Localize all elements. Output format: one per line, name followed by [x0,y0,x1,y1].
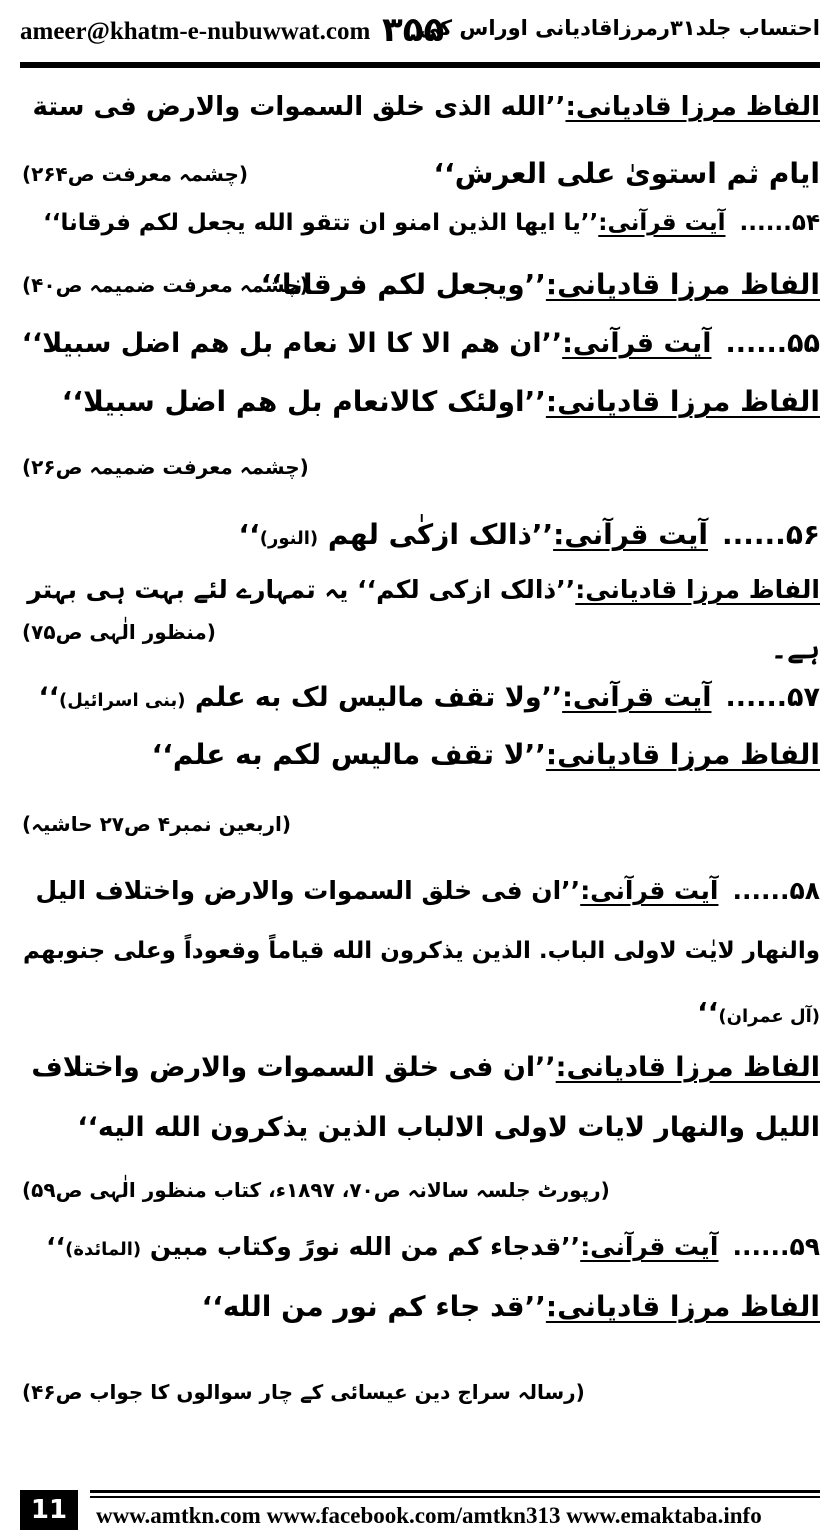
quran-verse-text: ’’ان فی خلق السموات والارض واختلاف الیل [35,876,581,905]
quran-verse-text: ’’ذالک ازکٰی لهم [327,518,554,551]
footer-urls: www.amtkn.com www.facebook.com/amtkn313 www.emaktaba.info [96,1503,762,1528]
mirza-quote-text: ’’لا تقف مالیس لکم به علم‘‘ [151,738,546,771]
line-mirza-55 [62,385,820,418]
mirza-label: الفاظ مرزا قادیانی: [545,385,820,418]
item-number: ۵۹...... [732,1232,820,1261]
line-quran-59 [46,1232,820,1261]
mirza-label: الفاظ مرزا قادیانی: [545,268,820,301]
line-quran-58 [36,876,820,905]
header-email: ameer@khatm-e-nubuwwat.com [20,18,371,45]
quran-verse-text: ’’قدجاء کم من الله نورً وکتاب مبین [149,1232,581,1261]
page-number: ۳۵۵ [382,10,445,50]
line-continuation-5 [77,1112,820,1143]
item-number: ۵۸...... [732,876,820,905]
mirza-label: الفاظ مرزا قادیانی: [545,738,820,771]
surah-name: (آل عمران) [718,1006,820,1027]
continuation-text: ایام ثم استویٰ علی العرش‘‘ [433,157,820,190]
closing-quote: ‘‘ [38,682,60,713]
volume-number-badge: 11 [20,1490,78,1530]
closing-quote: ‘‘ [697,996,719,1029]
mirza-label: الفاظ مرزا قادیانی: [565,92,820,122]
line-mirza-57 [152,738,820,771]
reference-citation: (منظور الٰہی ص۷۵) [22,620,216,644]
quran-verse-text: ’’یا ایها الذین امنو ان تتقو الله یجعل لکم فرقانا‘‘ [43,210,599,236]
item-number: ۵۵...... [725,328,820,359]
line-mirza-59 [202,1290,820,1323]
surah-name: (بنی اسرائیل) [59,690,186,711]
quran-verse-text: ’’ان هم الا کا الا نعام بل هم اضل سبیلا‘‘ [21,328,563,359]
line-quran-56 [238,518,820,551]
mirza-label: الفاظ مرزا قادیانی: [545,1290,820,1323]
quran-verse-text: ’’ولا تقف مالیس لک به علم [194,682,563,713]
continuation-text: والنهار لایٰت لاولی الباب. الذین یذکرون الله قیاماً وقعوداً وعلی جنوبهم [22,938,820,964]
mirza-label: الفاظ مرزا قادیانی: [575,575,820,604]
line-mirza-1 [32,92,820,122]
continuation-text: اللیل والنهار لایات لاولی الالباب الذین یذکرون الله الیه‘‘ [77,1112,820,1143]
book-title: احتساب جلد۳۱رمرزاقادیانی اوراس کی [418,16,820,40]
mirza-quote-text: ’’قد جاء کم نور من الله‘‘ [201,1290,546,1323]
line-quran-57 [39,682,821,713]
mirza-label: الفاظ مرزا قادیانی: [555,1052,820,1083]
closing-quote: ‘‘ [46,1232,66,1261]
quran-label: آیت قرآنی: [580,1232,719,1261]
line-continuation-3 [23,938,820,964]
header-divider [20,62,820,68]
quran-label: آیت قرآنی: [562,682,712,713]
line-continuation-2 [771,632,820,665]
line-mirza-54 [261,268,820,301]
reference-citation: (رپورٹ جلسہ سالانہ ص۷۰، ۱۸۹۷ء، کتاب منظور الٰہی ص۵۹) [22,1178,610,1202]
mirza-quote-text: ’’الله الذی خلق السموات والارض فی ستة [32,92,566,122]
line-quran-55 [22,328,820,359]
mirza-quote-text: ’’ویجعل لکم فرقانا‘‘ [260,268,546,301]
continuation-text: ہے۔ [770,632,820,665]
footer-rule [90,1490,820,1493]
reference-citation: (چشمہ معرفت ضمیمہ ص۴۰) [22,273,309,297]
surah-name: (النور) [259,528,319,549]
line-continuation-1 [433,157,820,190]
reference-citation: (چشمہ معرفت ضمیمہ ص۲۶) [22,455,309,479]
mirza-quote-text: ’’ذالک ازکی لکم‘‘ یہ تمہارے لئے بہت ہی بہتر [27,575,576,604]
reference-citation: (رسالہ سراج دین عیسائی کے چار سوالوں کا جواب ص۴۶) [22,1380,585,1404]
item-number: ۵۶...... [721,518,820,551]
item-number: ۵۷...... [725,682,820,713]
line-mirza-58 [31,1052,820,1083]
quran-label: آیت قرآنی: [598,210,726,236]
reference-citation: (اربعین نمبر۴ ص۲۷ حاشیہ) [22,812,292,836]
quran-label: آیت قرآنی: [562,328,712,359]
quran-label: آیت قرآنی: [553,518,708,551]
mirza-quote-text: ’’اولئک کالانعام بل هم اضل سبیلا‘‘ [61,385,546,418]
quran-label: آیت قرآنی: [580,876,719,905]
line-quran-54 [43,210,820,236]
line-continuation-4 [697,996,820,1029]
surah-name: (المائدة) [65,1239,142,1260]
mirza-quote-text: ’’ان فی خلق السموات والارض واختلاف [31,1052,556,1083]
line-mirza-56 [27,575,820,604]
reference-citation: (چشمہ معرفت ص۲۶۴) [22,162,249,186]
closing-quote: ‘‘ [238,518,260,551]
item-number: ۵۴...... [739,210,820,236]
footer-rule [90,1496,820,1498]
